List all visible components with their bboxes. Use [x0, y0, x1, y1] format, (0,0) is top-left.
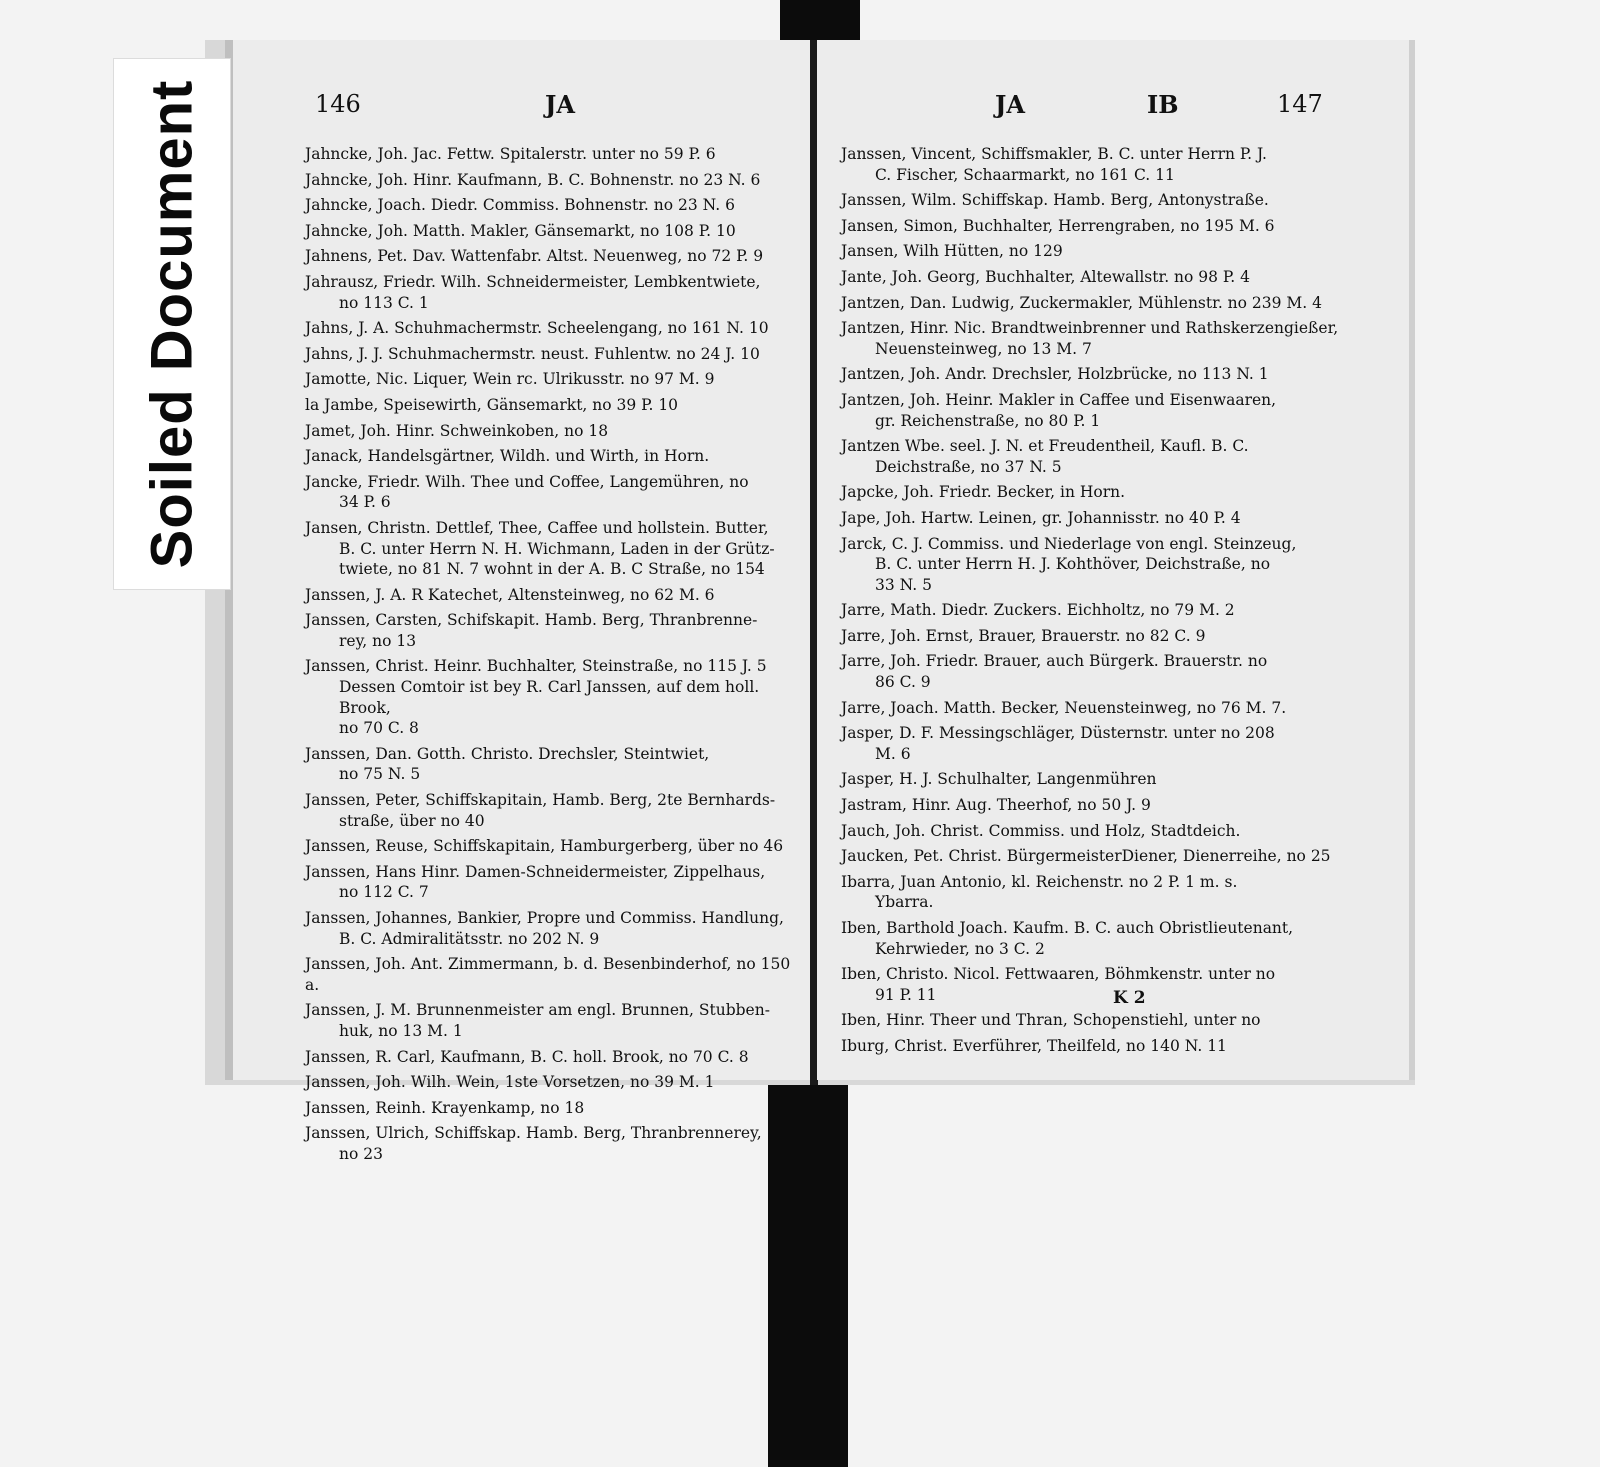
directory-entry — [305, 908, 797, 949]
directory-entry — [305, 170, 797, 191]
entry-line: Jansen, Wilh Hütten, no 129 — [841, 242, 1063, 261]
left-directory-entries — [305, 144, 797, 1170]
entry-line: Jahncke, Joh. Hinr. Kaufmann, B. C. Bohnenstr. no 23 N. 6 — [305, 170, 761, 189]
directory-entry — [305, 1098, 797, 1119]
entry-line: Jahrausz, Friedr. Wilh. Schneidermeister, Lembkentwiete, — [305, 272, 761, 291]
directory-entry — [305, 1072, 797, 1093]
entry-line: Jarre, Math. Diedr. Zuckers. Eichholtz, no 79 M. 2 — [841, 601, 1235, 620]
directory-entry — [841, 918, 1369, 959]
directory-entry — [841, 436, 1369, 477]
directory-entry — [305, 954, 797, 995]
entry-continuation: Deichstraße, no 37 N. 5 — [875, 457, 1062, 476]
directory-entry — [841, 769, 1369, 790]
entry-line: Iben, Hinr. Theer und Thran, Schopenstiehl, unter no — [841, 1011, 1261, 1030]
right-page-number: 147 — [1277, 90, 1323, 118]
directory-entry — [841, 482, 1369, 503]
entry-continuation: no 113 C. 1 — [339, 293, 429, 312]
entry-line: Jamotte, Nic. Liquer, Wein rc. Ulrikusstr. no 97 M. 9 — [305, 370, 715, 389]
directory-entry — [305, 1047, 797, 1068]
entry-line: Jaucken, Pet. Christ. BürgermeisterDiener, Dienerreihe, no 25 — [841, 847, 1331, 866]
entry-line: Jantzen, Dan. Ludwig, Zuckermakler, Mühlenstr. no 239 M. 4 — [841, 293, 1323, 312]
directory-entry — [841, 626, 1369, 647]
directory-entry — [841, 364, 1369, 385]
directory-entry — [305, 472, 797, 513]
entry-continuation: rey, no 13 — [339, 631, 417, 650]
directory-entry — [305, 144, 797, 165]
directory-entry — [841, 1036, 1369, 1057]
directory-entry — [841, 293, 1369, 314]
directory-entry — [841, 1010, 1369, 1031]
entry-continuation: no 23 — [339, 1144, 383, 1163]
entry-continuation: C. Fischer, Schaarmarkt, no 161 C. 11 — [875, 165, 1175, 184]
entry-line: Janssen, R. Carl, Kaufmann, B. C. holl. Brook, no 70 C. 8 — [305, 1047, 749, 1066]
entry-continuation: 86 C. 9 — [875, 673, 931, 692]
directory-entry — [841, 390, 1369, 431]
directory-entry — [305, 862, 797, 903]
directory-entry — [841, 821, 1369, 842]
directory-entry — [841, 846, 1369, 867]
entry-line: Janssen, Hans Hinr. Damen-Schneidermeister, Zippelhaus, — [305, 862, 766, 881]
entry-line: Janssen, Wilm. Schiffskap. Hamb. Berg, Antonystraße. — [841, 191, 1269, 210]
entry-continuation: no 70 C. 8 — [339, 719, 419, 738]
directory-entry — [305, 518, 797, 580]
stamp-label: Soiled Document — [139, 79, 205, 569]
entry-line: Jahns, J. A. Schuhmachermstr. Scheelengang, no 161 N. 10 — [305, 319, 769, 338]
directory-entry — [305, 421, 797, 442]
entry-line: Jarre, Joach. Matth. Becker, Neuensteinweg, no 76 M. 7. — [841, 698, 1287, 717]
entry-continuation: no 112 C. 7 — [339, 883, 429, 902]
directory-entry — [841, 318, 1369, 359]
left-page — [225, 40, 811, 1163]
right-running-head-left: JA — [995, 90, 1025, 119]
entry-continuation: 34 P. 6 — [339, 493, 391, 512]
directory-entry — [305, 836, 797, 857]
entry-line: Janssen, Ulrich, Schiffskap. Hamb. Berg, Thranbrennerey, — [305, 1124, 762, 1143]
entry-line: Iben, Barthold Joach. Kaufm. B. C. auch Obristlieutenant, — [841, 919, 1294, 937]
directory-entry — [305, 446, 797, 467]
directory-entry — [305, 272, 797, 313]
entry-line: Jauch, Joh. Christ. Commiss. und Holz, Stadtdeich. — [841, 821, 1241, 840]
entry-line: Janssen, Peter, Schiffskapitain, Hamb. Berg, 2te Bernhards- — [305, 791, 776, 810]
entry-line: Janssen, J. A. R Katechet, Altensteinweg, no 62 M. 6 — [305, 585, 715, 604]
directory-entry — [305, 369, 797, 390]
directory-entry — [841, 144, 1369, 185]
entry-line: Jasper, D. F. Messingschläger, Düsternstr. unter no 208 — [841, 724, 1275, 743]
entry-continuation: Kehrwieder, no 3 C. 2 — [875, 939, 1045, 958]
directory-entry — [841, 216, 1369, 237]
directory-entry — [305, 1123, 797, 1164]
entry-line: Jahnens, Pet. Dav. Wattenfabr. Altst. Neuenweg, no 72 P. 9 — [305, 247, 764, 266]
directory-entry — [841, 267, 1369, 288]
entry-line: Jarck, C. J. Commiss. und Niederlage von engl. Steinzeug, — [841, 534, 1297, 553]
directory-entry — [305, 344, 797, 365]
entry-continuation: M. 6 — [875, 744, 911, 763]
entry-line: Janssen, Carsten, Schifskapit. Hamb. Berg, Thranbrenne- — [305, 611, 758, 630]
directory-entry — [841, 872, 1369, 913]
entry-continuation: Dessen Comtoir ist bey R. Carl Janssen, auf dem holl. Brook, — [339, 678, 760, 717]
directory-entry — [305, 656, 797, 738]
right-page-header — [817, 90, 1409, 130]
entry-line: Jarre, Joh. Friedr. Brauer, auch Bürgerk. Brauerstr. no — [841, 652, 1268, 671]
directory-entry — [305, 195, 797, 216]
entry-line: Jahncke, Joh. Matth. Makler, Gänsemarkt, no 108 P. 10 — [305, 221, 736, 240]
left-page-header — [233, 90, 811, 130]
entry-line: Jasper, H. J. Schulhalter, Langenmühren — [841, 770, 1157, 789]
entry-line: Jansen, Christn. Dettlef, Thee, Caffee und hollstein. Butter, — [305, 518, 769, 537]
directory-entry — [841, 964, 1369, 1005]
entry-continuation: 33 N. 5 — [875, 575, 932, 594]
entry-line: Jahncke, Joach. Diedr. Commiss. Bohnenstr. no 23 N. 6 — [305, 196, 735, 215]
entry-line: Jantzen Wbe. seel. J. N. et Freudentheil, Kaufl. B. C. — [841, 437, 1249, 456]
entry-continuation: B. C. Admiralitätsstr. no 202 N. 9 — [339, 929, 600, 948]
left-page-number: 146 — [315, 90, 361, 118]
entry-line: la Jambe, Speisewirth, Gänsemarkt, no 39 P. 10 — [305, 395, 679, 414]
entry-line: Janack, Handelsgärtner, Wildh. und Wirth, in Horn. — [305, 447, 710, 466]
directory-entry — [305, 585, 797, 606]
entry-line: Jantzen, Joh. Heinr. Makler in Caffee und Eisenwaaren, — [841, 390, 1277, 409]
entry-line: Jante, Joh. Georg, Buchhalter, Altewallstr. no 98 P. 4 — [841, 267, 1250, 286]
entry-continuation: gr. Reichenstraße, no 80 P. 1 — [875, 411, 1101, 430]
entry-line: Janssen, Joh. Wilh. Wein, 1ste Vorsetzen, no 39 M. 1 — [305, 1073, 715, 1092]
entry-continuation: B. C. unter Herrn H. J. Kohthöver, Deichstraße, no — [875, 555, 1271, 574]
entry-line: Janssen, Reinh. Krayenkamp, no 18 — [305, 1098, 585, 1117]
entry-line: Jancke, Friedr. Wilh. Thee und Coffee, Langemühren, no — [305, 472, 749, 491]
directory-entry — [841, 600, 1369, 621]
entry-line: Janssen, Reuse, Schiffskapitain, Hamburgerberg, über no 46 — [305, 837, 784, 856]
directory-entry — [841, 795, 1369, 816]
entry-line: Janssen, Joh. Ant. Zimmermann, b. d. Besenbinderhof, no 150 a. — [305, 955, 791, 994]
signature-mark: K 2 — [1113, 988, 1146, 1008]
directory-entry — [305, 395, 797, 416]
directory-entry — [841, 698, 1369, 719]
right-running-head-right: IB — [1147, 90, 1179, 119]
directory-entry — [841, 190, 1369, 211]
entry-line: Ibarra, Juan Antonio, kl. Reichenstr. no 2 P. 1 m. s. — [841, 872, 1238, 891]
entry-line: Jastram, Hinr. Aug. Theerhof, no 50 J. 9 — [841, 796, 1151, 815]
directory-entry — [305, 221, 797, 242]
directory-entry — [305, 790, 797, 831]
entry-continuation: Neuensteinweg, no 13 M. 7 — [875, 339, 1092, 358]
right-directory-entries — [841, 144, 1369, 1062]
directory-entry — [841, 651, 1369, 692]
entry-continuation: twiete, no 81 N. 7 wohnt in der A. B. C Straße, no 154 — [339, 560, 765, 579]
soiled-document-stamp — [113, 58, 231, 590]
entry-line: Janssen, J. M. Brunnenmeister am engl. Brunnen, Stubben- — [305, 1001, 770, 1020]
entry-line: Iben, Christo. Nicol. Fettwaaren, Böhmkenstr. unter no — [841, 965, 1276, 984]
entry-line: Jamet, Joh. Hinr. Schweinkoben, no 18 — [305, 421, 609, 440]
right-page — [817, 40, 1415, 1080]
directory-entry — [305, 610, 797, 651]
directory-entry — [841, 508, 1369, 529]
entry-line: Janssen, Christ. Heinr. Buchhalter, Steinstraße, no 115 J. 5 — [305, 657, 767, 676]
entry-line: Japcke, Joh. Friedr. Becker, in Horn. — [841, 483, 1126, 502]
entry-line: Janssen, Dan. Gotth. Christo. Drechsler, Steintwiet, — [305, 744, 710, 763]
entry-line: Jantzen, Hinr. Nic. Brandtweinbrenner und Rathskerzengießer, — [841, 319, 1339, 338]
entry-continuation: B. C. unter Herrn N. H. Wichmann, Laden in der Grütz- — [339, 539, 775, 558]
open-book — [205, 40, 1415, 1163]
directory-entry — [305, 246, 797, 267]
left-running-head: JA — [545, 90, 575, 119]
directory-entry — [841, 534, 1369, 596]
entry-line: Jahns, J. J. Schuhmachermstr. neust. Fuhlentw. no 24 J. 10 — [305, 344, 760, 363]
entry-line: Jape, Joh. Hartw. Leinen, gr. Johannisstr. no 40 P. 4 — [841, 508, 1241, 527]
entry-continuation: Ybarra. — [875, 893, 934, 912]
entry-line: Janssen, Vincent, Schiffsmakler, B. C. unter Herrn P. J. — [841, 145, 1267, 163]
entry-line: Iburg, Christ. Everführer, Theilfeld, no 140 N. 11 — [841, 1036, 1227, 1055]
directory-entry — [841, 241, 1369, 262]
entry-continuation: huk, no 13 M. 1 — [339, 1021, 463, 1040]
entry-line: Janssen, Johannes, Bankier, Propre und Commiss. Handlung, — [305, 909, 784, 927]
directory-entry — [305, 1000, 797, 1041]
directory-entry — [305, 744, 797, 785]
entry-continuation: no 75 N. 5 — [339, 765, 421, 784]
entry-continuation: straße, über no 40 — [339, 811, 485, 830]
entry-line: Jansen, Simon, Buchhalter, Herrengraben, no 195 M. 6 — [841, 216, 1275, 235]
entry-line: Jarre, Joh. Ernst, Brauer, Brauerstr. no 82 C. 9 — [841, 626, 1206, 645]
directory-entry — [305, 318, 797, 339]
entry-line: Jahncke, Joh. Jac. Fettw. Spitalerstr. unter no 59 P. 6 — [305, 145, 716, 163]
entry-continuation: 91 P. 11 — [875, 985, 937, 1004]
directory-entry — [841, 723, 1369, 764]
entry-line: Jantzen, Joh. Andr. Drechsler, Holzbrücke, no 113 N. 1 — [841, 365, 1269, 384]
